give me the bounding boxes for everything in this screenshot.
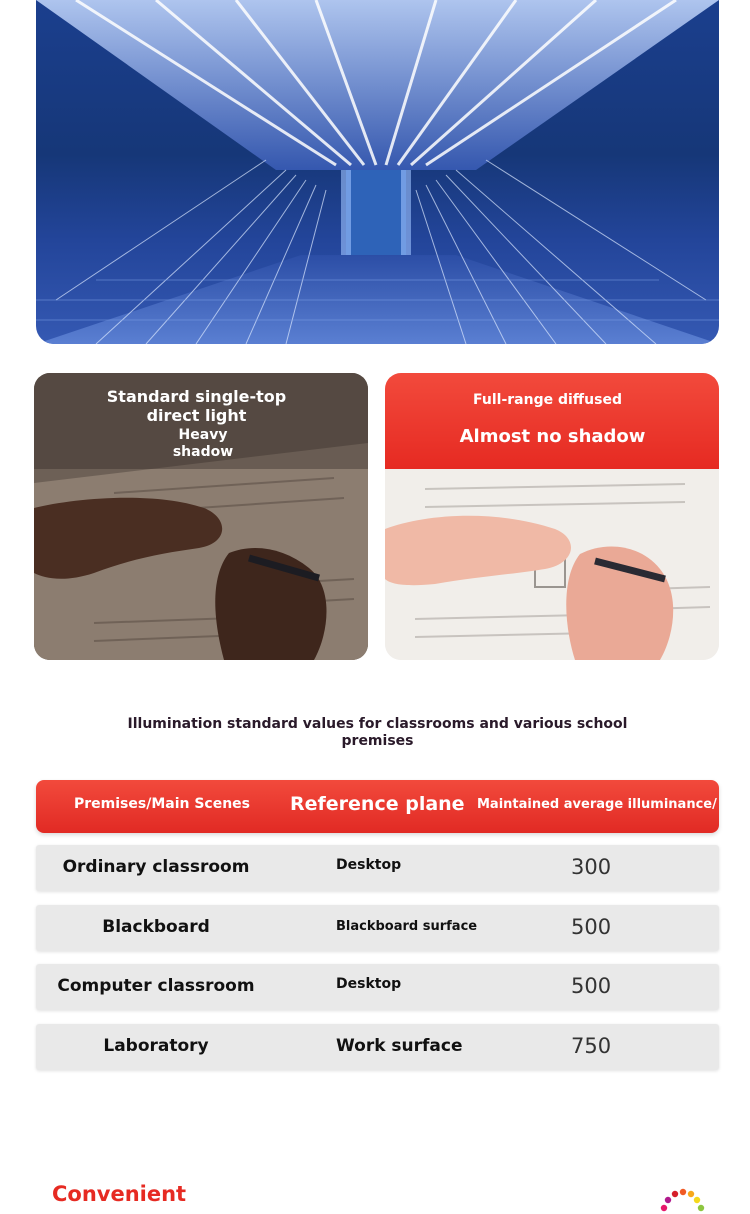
table-title: Illumination standard values for classrooms and various school premises — [127, 716, 628, 749]
card-title: Standard single-top direct light — [106, 387, 287, 425]
light-corridor-graphic — [36, 0, 719, 344]
illuminance-cell: 750 — [571, 1034, 612, 1058]
comparison-card-direct-light — [34, 373, 368, 660]
hero-light-corridor-image — [36, 0, 719, 344]
premises-cell: Computer classroom — [57, 976, 255, 996]
premises-cell: Laboratory — [103, 1036, 209, 1056]
premises-cell: Blackboard — [102, 917, 210, 937]
reference-plane-cell: Blackboard surface — [336, 919, 478, 934]
card-title: Full-range diffused — [473, 392, 622, 408]
reference-plane-cell: Desktop — [336, 976, 402, 992]
reference-plane-cell: Work surface — [336, 1036, 463, 1056]
column-header-reference-plane: Reference plane — [290, 793, 465, 815]
color-wheel-icon — [656, 1188, 708, 1214]
table-row — [36, 1024, 719, 1070]
hands-writing-bright-photo — [385, 469, 719, 660]
comparison-card-diffused-light — [385, 373, 719, 660]
card-subtitle: Almost no shadow — [459, 426, 646, 447]
table-row — [36, 964, 719, 1010]
column-header-illuminance: Maintained average illuminance/ — [477, 797, 717, 812]
illuminance-cell: 300 — [571, 855, 612, 879]
table-row — [36, 845, 719, 891]
card-subtitle: Heavy shadow — [172, 427, 234, 460]
card-red-banner — [385, 373, 719, 469]
table-header — [36, 780, 719, 833]
illuminance-cell: 500 — [571, 974, 612, 998]
premises-cell: Ordinary classroom — [62, 857, 250, 877]
table-row — [36, 905, 719, 951]
reference-plane-cell: Desktop — [336, 857, 402, 873]
column-header-premises: Premises/Main Scenes — [74, 796, 251, 812]
illuminance-cell: 500 — [571, 915, 612, 939]
section-title: Convenient — [52, 1182, 187, 1206]
